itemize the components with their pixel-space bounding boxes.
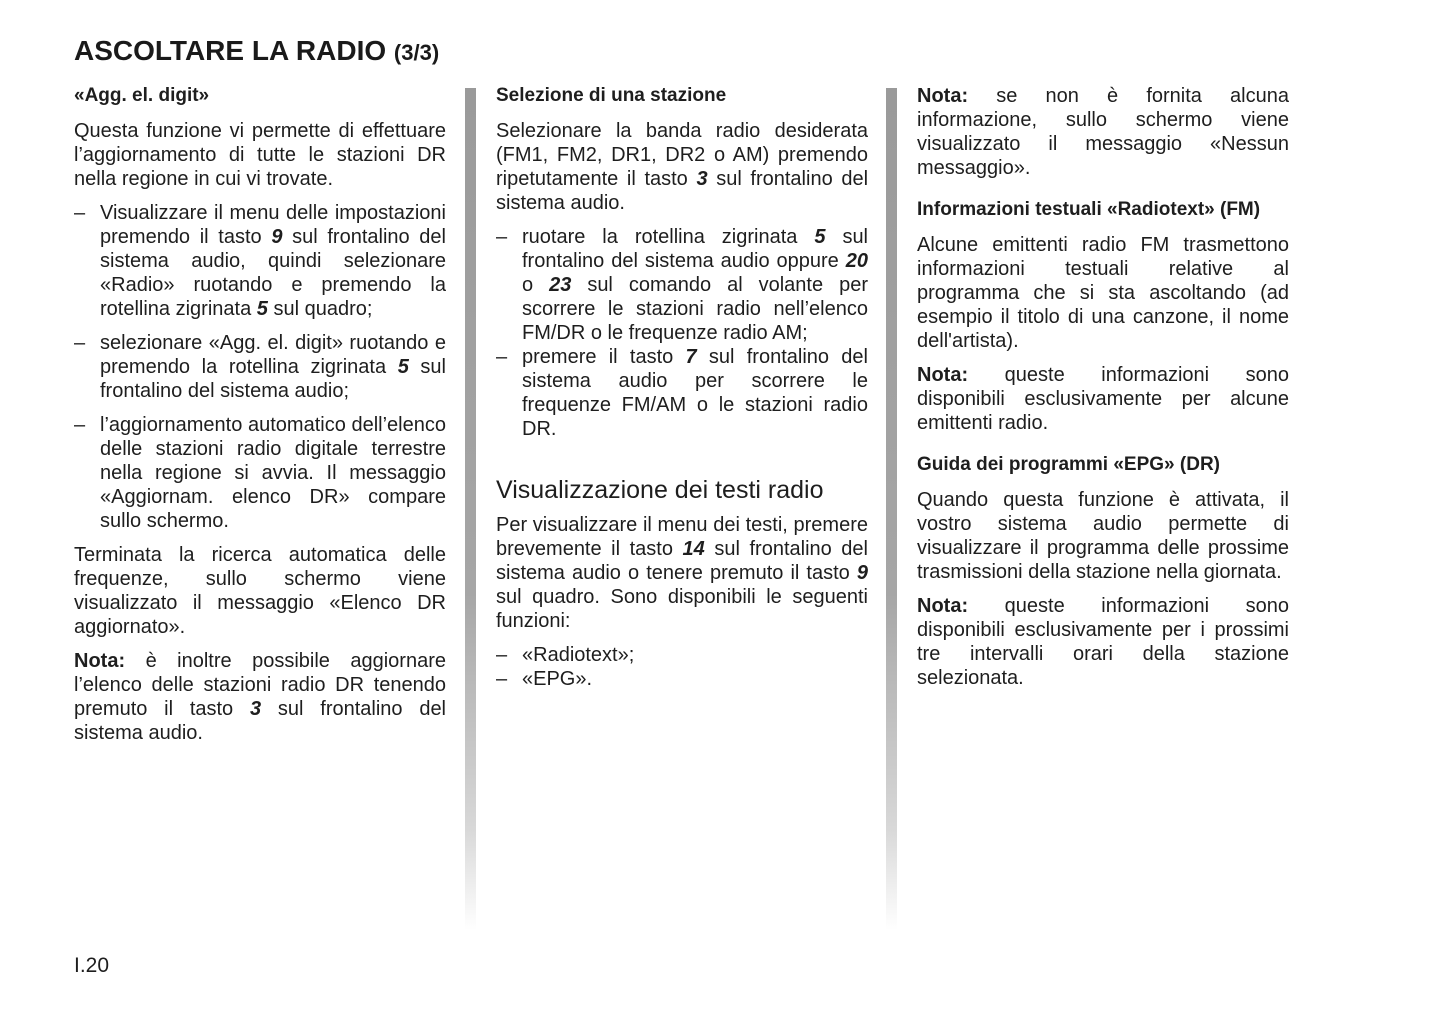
- functions-list: [496, 643, 868, 691]
- key-ref: 23: [549, 274, 572, 296]
- step-item: [496, 225, 868, 345]
- key-ref: 3: [696, 168, 708, 190]
- epg-paragraph: Quando questa funzione è attivata, il vostro sistema audio permette di visualizzare il programma delle prossime trasmissioni della stazione nella giornata.: [917, 489, 1289, 583]
- note-label: Nota:: [74, 650, 126, 672]
- note-label: Nota:: [917, 364, 969, 386]
- section-intro: [496, 513, 868, 633]
- section-text: sul frontalino del sistema audio o tenere premuto il tasto: [496, 538, 868, 584]
- page-title-part: (3/3): [393, 40, 440, 65]
- column-divider-right: [886, 88, 897, 930]
- step-text: sul comando al volante per scorrere le stazioni radio nell’elenco FM/DR o le frequenze radio AM;: [522, 274, 868, 344]
- step-text: premere il tasto: [522, 346, 674, 368]
- heading-epg: Guida dei programmi «EPG» (DR): [917, 454, 1220, 475]
- step-text: Visualizzare il menu delle impostazioni premendo il tasto: [100, 202, 446, 248]
- list-item: – «Radiotext»;: [496, 643, 868, 667]
- page-number: I.20: [74, 954, 110, 977]
- heading-radiotext: Informazioni testuali «Radiotext» (FM): [917, 199, 1261, 220]
- step-text: ruotare la rotellina zigrinata: [522, 226, 798, 248]
- page-title-main: ASCOLTARE LA RADIO: [74, 35, 387, 66]
- note-text: se non è fornita alcuna informazione, sullo schermo viene visualizzato il messaggio «Nessun messaggio».: [917, 85, 1289, 179]
- note-label: Nota:: [917, 85, 969, 107]
- key-ref: 9: [856, 562, 868, 584]
- column-right: [917, 84, 1289, 700]
- outro-paragraph: Terminata la ricerca automatica delle frequenze, sullo schermo viene visualizzato il messaggio «Elenco DR aggiornato».: [74, 544, 446, 638]
- intro-text: Selezionare la banda radio desiderata (FM1, FM2, DR1, DR2 o AM) premendo ripetutamente il tasto: [496, 120, 868, 190]
- steps-list: [74, 201, 446, 533]
- step-item: – l’aggiornamento automatico dell’elenco delle stazioni radio digitale terrestre nella regione si avvia. Il messaggio «Aggiornam. elenco DR» compare sullo schermo.: [74, 413, 446, 533]
- key-ref: 5: [397, 356, 409, 378]
- steps-list: [496, 225, 868, 441]
- step-text: sul frontalino del sistema audio, quindi selezionare «Radio» ruotando e premendo la rotellina zigrinata: [100, 226, 446, 320]
- key-ref: 5: [256, 298, 268, 320]
- step-text: sul frontalino del sistema audio;: [100, 356, 446, 402]
- intro-paragraph: Questa funzione vi permette di effettuare l’aggiornamento di tutte le stazioni DR nella regione in cui vi trovate.: [74, 120, 446, 190]
- step-item: [496, 345, 868, 441]
- section-title: Visualizzazione dei testi radio: [496, 476, 824, 504]
- key-ref: 5: [814, 226, 826, 248]
- heading-selezione-stazione: Selezione di una stazione: [496, 85, 727, 106]
- note-paragraph: [917, 363, 1289, 435]
- step-text: sul frontalino del sistema audio per scorrere le frequenze FM/AM o le stazioni radio DR.: [522, 346, 868, 440]
- column-left: [74, 84, 446, 755]
- note-text: queste informazioni sono disponibili esclusivamente per alcune emittenti radio.: [917, 364, 1289, 434]
- note-paragraph: [917, 84, 1289, 180]
- step-text: sul quadro;: [273, 298, 373, 320]
- page-title: [74, 34, 439, 70]
- step-text: sul frontalino del sistema audio oppure: [522, 226, 869, 272]
- note-label: Nota:: [917, 595, 969, 617]
- key-ref: 14: [682, 538, 705, 560]
- note-text: queste informazioni sono disponibili esclusivamente per i prossimi tre intervalli orari della stazione selezionata.: [917, 595, 1289, 689]
- section-text: Per visualizzare il menu dei testi, premere brevemente il tasto: [496, 514, 868, 560]
- key-ref: 9: [271, 226, 283, 248]
- column-middle: [496, 84, 868, 701]
- key-ref: 3: [249, 698, 262, 720]
- key-ref: 7: [685, 346, 697, 368]
- note-text: è inoltre possibile aggiornare l’elenco delle stazioni radio DR tenendo premuto il tasto: [74, 650, 446, 720]
- list-item: – «EPG».: [496, 667, 868, 691]
- step-item: [74, 331, 446, 403]
- step-text: selezionare «Agg. el. digit» ruotando e premendo la rotellina zigrinata: [100, 332, 446, 378]
- heading-agg-el-digit: «Agg. el. digit»: [74, 85, 210, 106]
- step-text: o: [522, 274, 534, 296]
- intro-text: sul frontalino del sistema audio.: [496, 168, 869, 214]
- radiotext-paragraph: Alcune emittenti radio FM trasmettono informazioni testuali relative al programma che si sta ascoltando (ad esempio il titolo di una canzone, il nome dell'artista).: [917, 234, 1289, 352]
- intro-paragraph: [496, 119, 868, 215]
- note-paragraph: [74, 649, 446, 745]
- note-text: sul frontalino del sistema audio.: [74, 698, 447, 744]
- section-text: sul quadro. Sono disponibili le seguenti funzioni:: [496, 586, 868, 632]
- column-divider-left: [465, 88, 476, 930]
- note-paragraph: [917, 594, 1289, 690]
- step-item: [74, 201, 446, 321]
- key-ref: 20: [845, 250, 868, 272]
